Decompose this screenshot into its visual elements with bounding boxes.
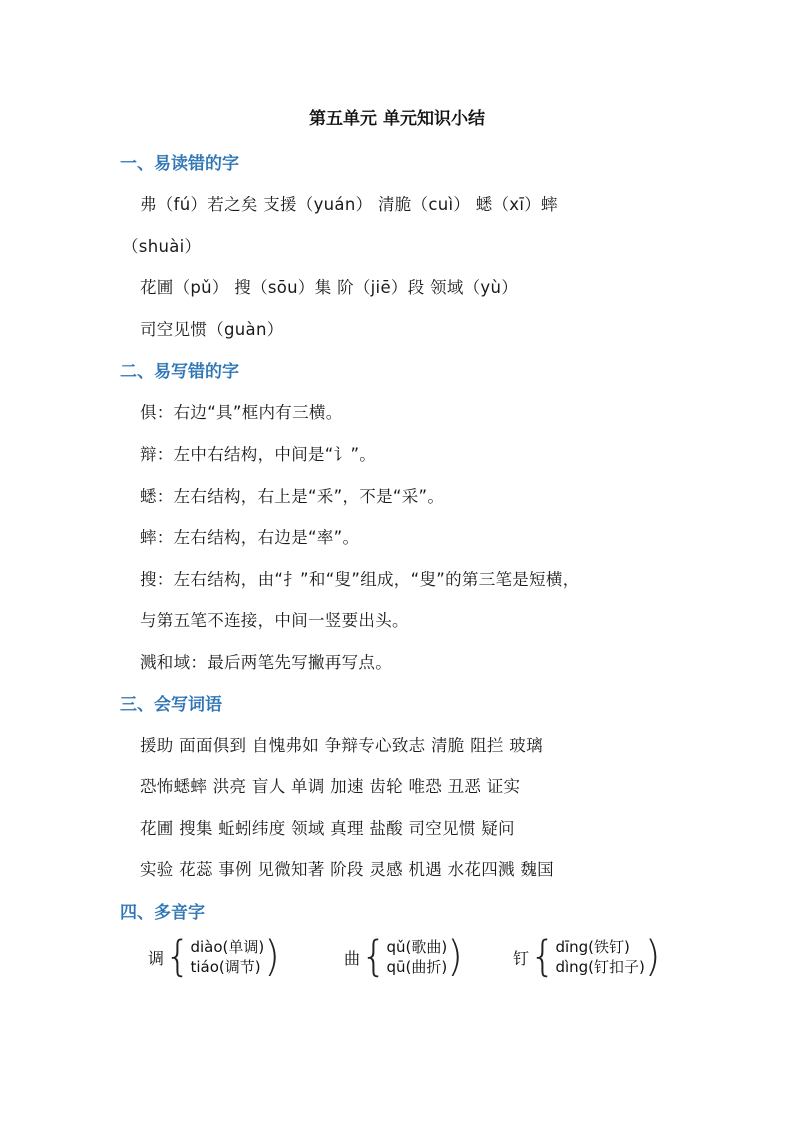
- section-heading-easy-misread: 一、易读错的字: [120, 154, 239, 174]
- polyphone-reading: dīng(铁钉): [555, 938, 630, 956]
- miswrite-line-3: 蟋：左右结构，右上是“釆”，不是“采”。: [140, 487, 445, 506]
- words-line-2: 恐怖蟋蟀 洪亮 盲人 单调 加速 齿轮 唯恐 丑恶 证实: [140, 777, 521, 796]
- words-line-4: 实验 花蕊 事例 见微知著 阶段 灵感 机遇 水花四溅 魏国: [140, 860, 554, 879]
- page-title: 第五单元 单元知识小结: [309, 109, 485, 129]
- right-brace-icon: ): [264, 932, 280, 982]
- polyphone-reading: tiáo(调节): [190, 958, 261, 976]
- polyphone-reading: dìng(钉扣子): [555, 958, 645, 976]
- left-brace-icon: {: [165, 932, 191, 982]
- polyphone-char: 调: [148, 948, 165, 968]
- miswrite-line-2: 辩：左中右结构，中间是“讠”。: [140, 445, 377, 464]
- right-brace-icon: ): [447, 932, 463, 982]
- right-brace-icon: ): [644, 932, 661, 982]
- polyphone-item: [148, 932, 280, 982]
- polyphone-reading: qǔ(歌曲): [386, 938, 448, 956]
- words-line-3: 花圃 搜集 蚯蚓纬度 领域 真理 盐酸 司空见惯 疑问: [140, 819, 515, 838]
- miswrite-line-5: 搜：左右结构，由“扌”和“叟”组成，“叟”的第三笔是短横，: [140, 570, 580, 589]
- polyphone-char: 曲: [344, 948, 361, 968]
- polyphone-item: [513, 932, 661, 982]
- miswrite-line-1: 俱：右边“具”框内有三横。: [140, 403, 343, 422]
- polyphone-reading: qū(曲折): [386, 958, 448, 976]
- miswrite-line-6: 与第五笔不连接，中间一竖要出头。: [140, 611, 409, 630]
- left-brace-icon: {: [361, 932, 387, 982]
- words-line-1: 援助 面面俱到 自愧弗如 争辩专心致志 清脆 阻拦 玻璃: [140, 736, 543, 755]
- misread-line-2: （shuài）: [122, 237, 202, 256]
- section-heading-words: 三、会写词语: [120, 695, 222, 715]
- polyphone-item: [344, 932, 463, 982]
- misread-line-3: 花圃（pǔ） 搜（sōu）集 阶（jiē）段 领域（yù）: [140, 278, 519, 297]
- miswrite-line-7: 溅和域：最后两笔先写撇再写点。: [140, 653, 392, 672]
- misread-line-1: 弗（fú）若之矣 支援（yuán） 清脆（cuì） 蟋（xī）蟀: [140, 195, 558, 214]
- polyphone-char: 钉: [513, 948, 530, 968]
- left-brace-icon: {: [530, 932, 556, 982]
- polyphone-reading: diào(单调): [190, 938, 265, 956]
- misread-line-4: 司空见惯（guàn）: [140, 320, 284, 339]
- miswrite-line-4: 蟀：左右结构，右边是“率”。: [140, 528, 360, 547]
- section-heading-easy-miswrite: 二、易写错的字: [120, 362, 239, 382]
- section-heading-polyphones: 四、多音字: [120, 903, 205, 923]
